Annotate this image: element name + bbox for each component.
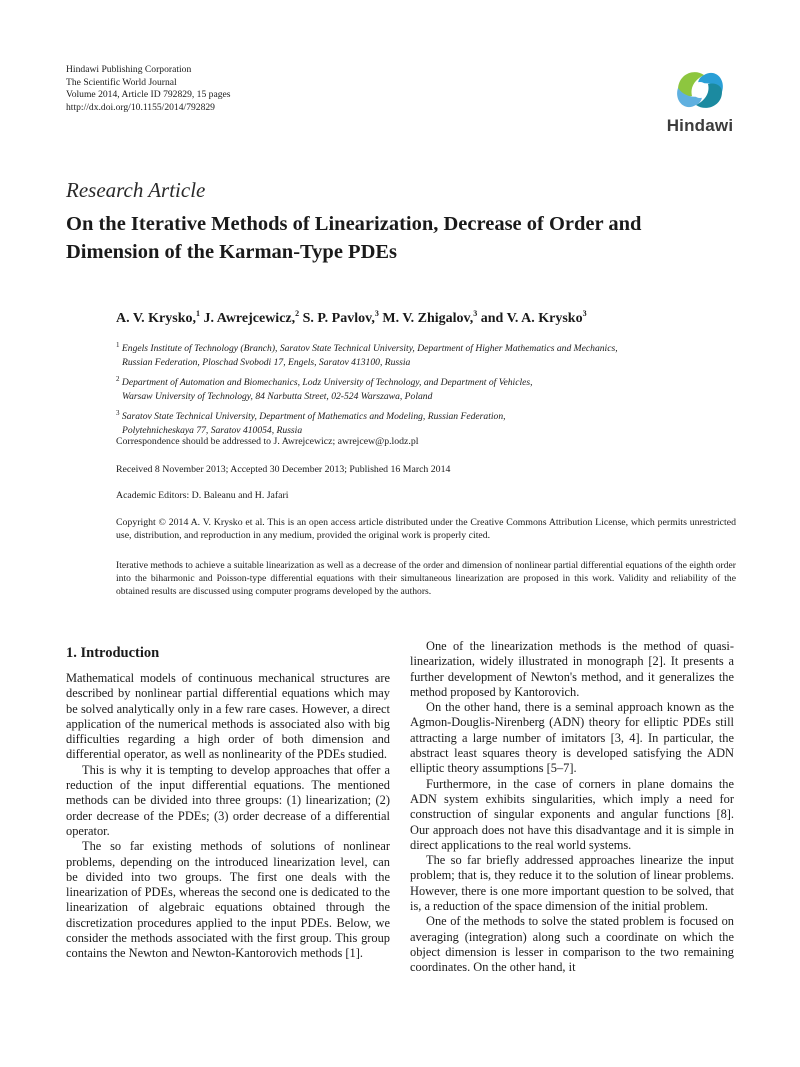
doi-link[interactable]: http://dx.doi.org/10.1155/2014/792829 — [66, 101, 215, 113]
article-type: Research Article — [66, 178, 206, 202]
affiliation-item — [116, 407, 736, 437]
journal-header — [66, 64, 231, 114]
body-paragraph: The so far briefly addressed approaches linearize the input problem; that is, they reduce it to the solution of linear problems. However, there is one more important question to be solved, that is, a reduction of the space dimension of the initial problem. — [410, 853, 734, 914]
logo-wordmark: Hindawi — [666, 116, 734, 135]
body-paragraph: On the other hand, there is a seminal approach known as the Agmon-Douglis-Nirenberg (ADN) theory for elliptic PDEs still attracting a large number of imitators [3, 4]. In particular, the abstract least squares theory is developed satisfying the ADN elliptic theory assumptions [5–7]. — [410, 700, 734, 776]
hindawi-logo — [660, 64, 740, 144]
affiliation-line: Department of Automation and Biomechanics, Lodz University of Technology, and Department of Vehicles, — [121, 377, 533, 389]
section-heading: 1. Introduction — [66, 645, 160, 661]
publisher-name: Hindawi Publishing Corporation — [66, 64, 192, 75]
hindawi-logo-icon — [660, 64, 740, 116]
academic-editors: Academic Editors: D. Baleanu and H. Jafari — [116, 490, 289, 501]
body-column-left — [66, 645, 390, 962]
author-affil-mark: 3 — [582, 309, 587, 318]
affiliation-line: Russian Federation, Ploschad Svobodi 17, Engels, Saratov 413100, Russia — [122, 356, 411, 368]
author-name: and V. A. Krysko — [477, 311, 583, 326]
affiliation-mark: 1 — [116, 341, 120, 349]
journal-name: The Scientific World Journal — [66, 76, 177, 88]
body-column-right — [410, 639, 734, 976]
affiliation-item — [116, 373, 736, 403]
affiliation-line: Polytehnicheskaya 77, Saratov 410054, Russia — [122, 424, 303, 436]
author-name: S. P. Pavlov, — [299, 311, 375, 326]
body-paragraph: One of the linearization methods is the method of quasi-linearization, widely illustrated in monograph [2]. It presents a further development of Newton's method, and it generalizes the method proposed by Kantorovich. — [410, 639, 734, 699]
copyright-notice: Copyright © 2014 A. V. Krysko et al. This is an open access article distributed under the Creative Commons Attribution License, which permits unrestricted use, distribution, and reproduction in any medium, provided the original work is properly cited. — [116, 517, 736, 541]
body-paragraph: One of the methods to solve the stated problem is focused on averaging (integration) along such a coordinate on which the object dimension is lesser in comparison to the two remaining coordinates. On the other hand, it — [410, 914, 734, 975]
correspondence-note: Correspondence should be addressed to J. Awrejcewicz; awrejcew@p.lodz.pl — [116, 436, 419, 447]
body-paragraph: Mathematical models of continuous mechanical structures are described by nonlinear partial differential equations which may be solved analytically only in a few rare cases. However, a direct application of the numerical methods is associated also with big difficulties regarding a high order of both dimension and differential operator, as well as nonlinearity of the PDEs studied. — [66, 671, 390, 762]
affiliation-mark: 2 — [116, 375, 120, 384]
article-title: On the Iterative Methods of Linearization, Decrease of Order and Dimension of the Karman-Type PDEs — [66, 213, 642, 263]
author-name: J. Awrejcewicz, — [200, 311, 296, 326]
affiliation-line: Warsaw University of Technology, 84 Narbutta Street, 02-524 Warszawa, Poland — [122, 390, 433, 402]
author-affil-mark: 1 — [196, 309, 201, 318]
author-affil-mark: 3 — [374, 309, 379, 318]
affiliation-line: Engels Institute of Technology (Branch), Saratov State Technical University, Department of Higher Mathematics and Mechanics, — [121, 343, 618, 354]
affiliation-list — [116, 339, 736, 442]
volume-info: Volume 2014, Article ID 792829, 15 pages — [66, 89, 231, 101]
author-affil-mark: 2 — [295, 309, 300, 318]
body-paragraph: This is why it is tempting to develop approaches that offer a reduction of the input differential equations. The mentioned methods can be divided into three groups: (1) linearization; (2) order decrease of the PDEs; (3) order decrease of a differential operator. — [66, 762, 390, 838]
author-affil-mark: 3 — [473, 309, 478, 318]
affiliation-item — [116, 339, 736, 369]
author-name: A. V. Krysko, — [116, 311, 197, 326]
abstract-text: Iterative methods to achieve a suitable linearization as well as a decrease of the order and dimension of nonlinear partial differential equations of the eighth order into the biharmonic and Poisson-type differential equations with their simultaneous linearization are proposed in this work. Validity and reliability of the obtained results are discussed using computer programs developed by the authors. — [116, 560, 736, 598]
affiliation-line: Saratov State Technical University, Department of Mathematics and Modeling, Russian Federation, — [121, 411, 506, 423]
author-list — [116, 309, 587, 327]
author-name: M. V. Zhigalov, — [378, 311, 474, 326]
body-paragraph: The so far existing methods of solutions of nonlinear problems, depending on the introduced linearization level, can be divided into two groups. The first one deals with the linearization of PDEs, whereas the second one is dedicated to the linearization of algebraic equations obtained through the discretization procedures applied to the input PDEs. Below, we consider the methods associated with the first group. This group contains the Newton and Newton-Kantorovich methods [1]. — [66, 839, 390, 961]
publication-dates: Received 8 November 2013; Accepted 30 December 2013; Published 16 March 2014 — [116, 464, 451, 475]
body-paragraph: Furthermore, in the case of corners in plane domains the ADN system exhibits singularities, which imply a need for construction of singular exponents and angular functions [8]. Our approach does not have this disadvantage and it is simple in direct applications to the real world systems. — [410, 776, 734, 852]
affiliation-mark: 3 — [116, 409, 120, 418]
